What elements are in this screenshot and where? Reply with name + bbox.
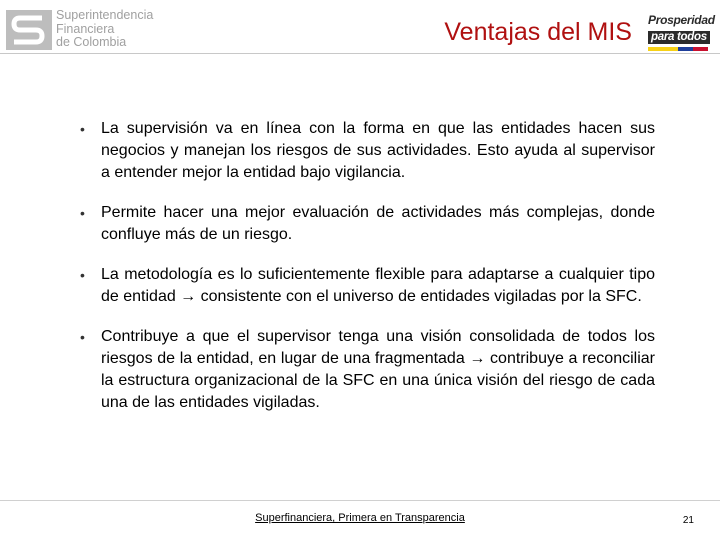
colombia-flag-stripe — [648, 47, 708, 51]
prosperidad-logo — [648, 14, 714, 54]
bullet-item — [80, 264, 655, 308]
slide-title: Ventajas del MIS — [444, 18, 632, 46]
org-name — [56, 9, 153, 50]
sfc-emblem-icon — [6, 10, 52, 50]
bullet-icon: • — [80, 205, 85, 221]
bullet-icon: • — [80, 329, 85, 345]
bullet-list — [80, 118, 655, 432]
bullet-text: La supervisión va en línea con la forma en que las entidades hacen sus negocios y manejan los riesgos de sus actividades. Esto ayuda al supervisor a entender mejor la entidad bajo vigilancia. — [101, 120, 655, 181]
bullet-item — [80, 326, 655, 414]
footer-divider — [0, 500, 720, 501]
bullet-icon: • — [80, 267, 85, 283]
prosperidad-logo-line1: Prosperidad — [648, 13, 715, 27]
org-name-line: de Colombia — [56, 35, 127, 49]
footer-tagline: Superfinanciera, Primera en Transparencia — [255, 512, 465, 524]
bullet-text: Permite hacer una mejor evaluación de actividades más complejas, donde confluye más de un riesgo. — [101, 204, 655, 243]
bullet-item — [80, 118, 655, 184]
bullet-text: La metodología es lo suficientemente flexible para adaptarse a cualquier tipo de entidad → consistente con el universo de entidades vigiladas por la SFC. — [101, 266, 655, 305]
bullet-icon: • — [80, 121, 85, 137]
bullet-text: Contribuye a que el supervisor tenga una visión consolidada de todos los riesgos de la entidad, en lugar de una fragmentada → contribuye a reconciliar la estructura organizacional de la SFC en una única visión del riesgo de cada una de las entidades vigiladas. — [101, 328, 655, 411]
sfc-logo — [6, 8, 166, 52]
title-divider — [0, 53, 720, 54]
org-name-line: Financiera — [56, 21, 115, 36]
org-name-line: Superintendencia — [56, 8, 154, 22]
page-number: 21 — [682, 515, 694, 526]
prosperidad-logo-line2: para todos — [648, 31, 710, 44]
bullet-item — [80, 202, 655, 246]
